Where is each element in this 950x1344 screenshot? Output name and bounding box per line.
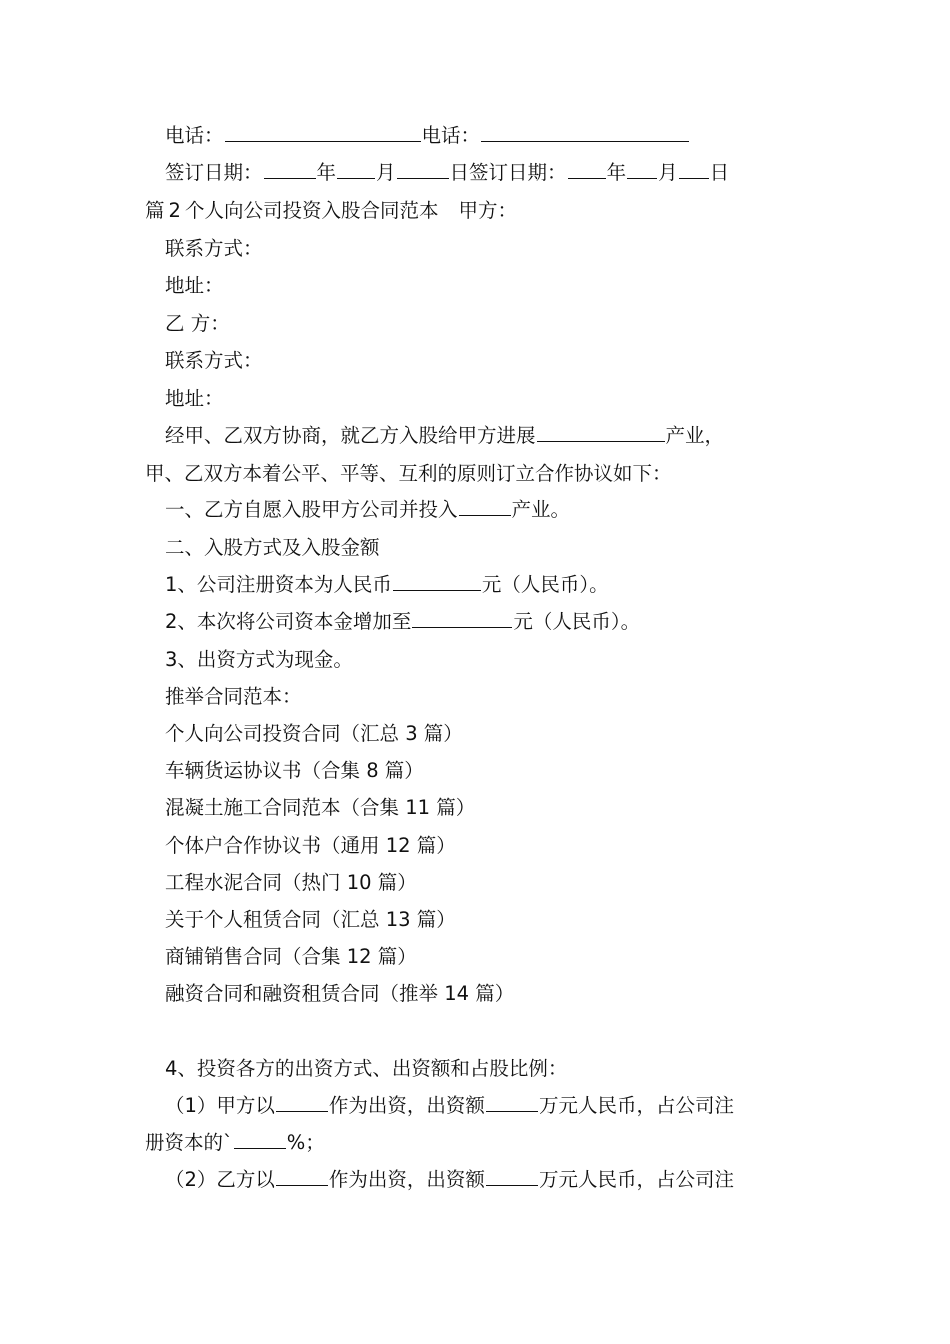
clause-1-end: 产业。 [511, 498, 571, 521]
sub-2-end: 万元人民币，占公司注 [538, 1168, 734, 1191]
recommend-link[interactable] [145, 752, 845, 789]
contact-a-line [145, 230, 845, 267]
recommend-link[interactable] [145, 827, 845, 864]
clause-1-line [145, 491, 845, 528]
clause-2-heading: 二、入股方式及入股金额 [165, 536, 380, 559]
clause-1-text: 一、乙方自愿入股甲方公司并投入 [165, 498, 458, 521]
month-blank-a [337, 155, 375, 179]
intro-text: 经甲、乙双方协商，就乙方入股给甲方进展 [165, 424, 536, 447]
phone-blank-party-b [481, 118, 689, 142]
intro-continuation: 甲、乙双方本着公平、平等、互利的原则订立合作协议如下： [145, 462, 672, 485]
clause-1-blank [459, 492, 511, 516]
address-label-b: 地址： [165, 387, 224, 410]
party-b-line [145, 305, 845, 342]
sub-2-text: （2）乙方以 [165, 1168, 275, 1191]
sub-1-contribution-blank [276, 1088, 328, 1112]
recommend-link-text[interactable]: 关于个人租赁合同（汇总 13 篇） [165, 908, 456, 931]
year-label-a: 年 [316, 161, 337, 184]
item-1-end: 元（人民币）。 [481, 573, 609, 596]
section-number: 2 [168, 199, 181, 222]
section-prefix: 篇 [145, 199, 165, 222]
recommend-link-text[interactable]: 个体户合作协议书（通用 12 篇） [165, 834, 456, 857]
sign-date-label-a: 签订日期： [165, 161, 263, 184]
item-3-line [145, 641, 845, 678]
item-2-text: 2、本次将公司资本金增加至 [165, 610, 412, 633]
contact-label-b: 联系方式： [165, 349, 263, 372]
day-blank-b [679, 155, 709, 179]
sign-date-label-b: 日签订日期： [449, 161, 567, 184]
month-blank-b [627, 155, 657, 179]
recommend-link[interactable] [145, 901, 845, 938]
month-label-b: 月 [658, 161, 678, 184]
item-1-line [145, 566, 845, 603]
address-label-a: 地址： [165, 274, 224, 297]
clause-2-line [145, 529, 845, 566]
signing-date-line [145, 154, 845, 191]
recommend-link-text[interactable]: 混凝土施工合同范本（合集 11 篇） [165, 796, 476, 819]
sub-1-continued-line [145, 1124, 825, 1161]
year-blank-a [264, 155, 316, 179]
phone-label-party-a: 电话： [165, 124, 224, 147]
recommend-link-text[interactable]: 车辆货运协议书（合集 8 篇） [165, 759, 424, 782]
sub-2-contribution-blank [276, 1162, 328, 1186]
sub-1-text: （1）甲方以 [165, 1094, 275, 1117]
recommend-link-text[interactable]: 融资合同和融资租赁合同（推举 14 篇） [165, 982, 515, 1005]
sub-2-amount-blank [486, 1162, 538, 1186]
party-b-label: 乙 方： [165, 312, 230, 335]
recommend-link[interactable] [145, 715, 845, 752]
phone-line [145, 117, 845, 154]
contact-label-a: 联系方式： [165, 237, 263, 260]
year-label-b: 年 [606, 161, 627, 184]
sub-1-continuation: 册资本的` [145, 1131, 233, 1154]
recommend-label: 推举合同范本： [165, 685, 302, 708]
section-title-line [145, 192, 825, 229]
sub-2-mid: 作为出资，出资额 [328, 1168, 485, 1191]
intro-line-1 [145, 417, 845, 454]
sub-1-end: 万元人民币，占公司注 [538, 1094, 734, 1117]
recommend-link-text[interactable]: 商铺销售合同（合集 12 篇） [165, 945, 417, 968]
intro-text-end: 产业， [665, 424, 725, 447]
sub-1-percent: %； [286, 1131, 325, 1154]
recommend-link[interactable] [145, 975, 845, 1012]
contact-b-line [145, 342, 845, 379]
item-3-text: 3、出资方式为现金。 [165, 648, 353, 671]
section-title: 个人向公司投资入股合同范本 [184, 199, 439, 222]
phone-blank-party-a [225, 118, 421, 142]
sub-1-mid: 作为出资，出资额 [328, 1094, 485, 1117]
increased-capital-blank [412, 604, 512, 628]
item-2-line [145, 603, 845, 640]
item-4-text: 4、投资各方的出资方式、出资额和占股比例： [165, 1057, 568, 1080]
recommend-link-text[interactable]: 个人向公司投资合同（汇总 3 篇） [165, 722, 463, 745]
sub-1-line [145, 1087, 845, 1124]
recommend-label-line [145, 678, 845, 715]
recommend-link[interactable] [145, 864, 845, 901]
item-4-line [145, 1050, 845, 1087]
recommend-link-text[interactable]: 工程水泥合同（热门 10 篇） [165, 871, 417, 894]
phone-label-party-b: 电话： [421, 124, 481, 147]
recommend-link[interactable] [145, 789, 845, 826]
item-2-end: 元（人民币）。 [513, 610, 641, 633]
sub-1-amount-blank [486, 1088, 538, 1112]
industry-blank [537, 418, 665, 442]
registered-capital-blank [393, 567, 481, 591]
sub-2-line [145, 1161, 845, 1198]
year-blank-b [568, 155, 606, 179]
address-b-line [145, 380, 845, 417]
day-label-b: 日 [709, 161, 730, 184]
day-blank-a [397, 155, 449, 179]
address-a-line [145, 267, 845, 304]
sub-1-percent-blank [234, 1125, 286, 1149]
month-label-a: 月 [376, 161, 396, 184]
party-a-label: 甲方： [458, 199, 517, 222]
intro-line-2 [145, 455, 825, 492]
item-1-text: 1、公司注册资本为人民币 [165, 573, 392, 596]
recommend-link[interactable] [145, 938, 845, 975]
